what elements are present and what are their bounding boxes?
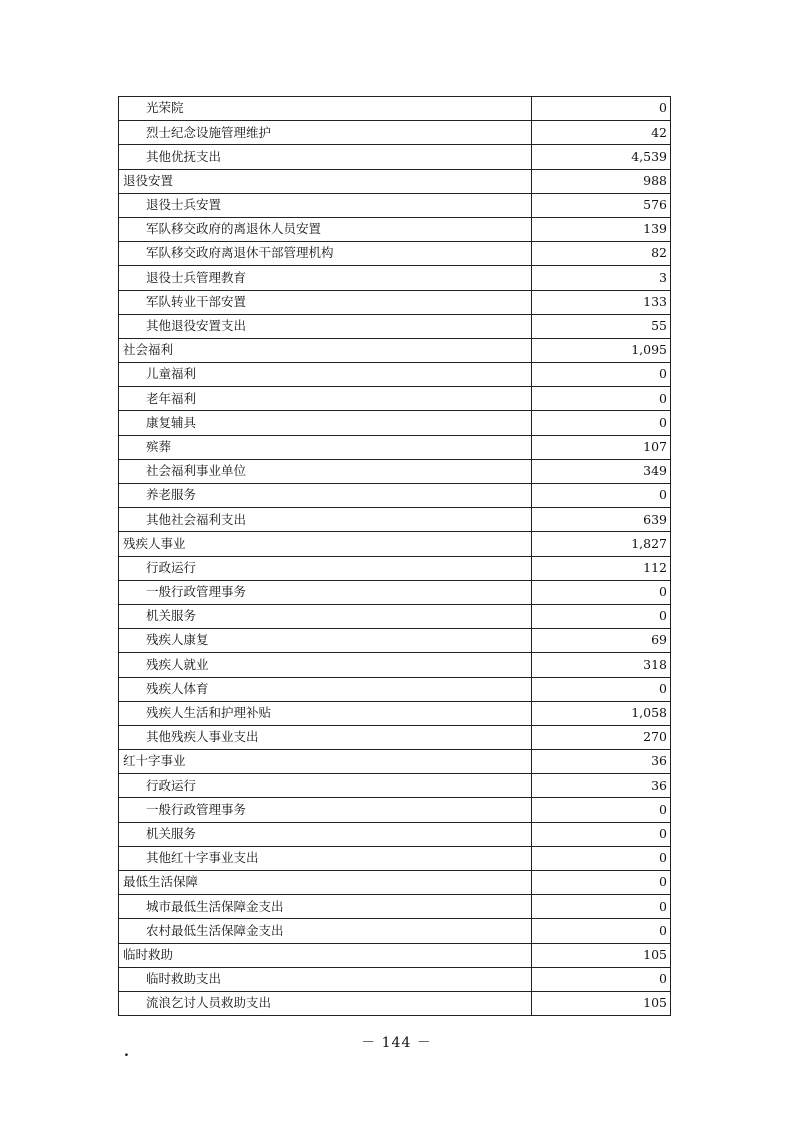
row-name: 退役士兵安置 [119, 193, 532, 217]
row-name: 老年福利 [119, 387, 532, 411]
table-row [119, 145, 671, 169]
table-row [119, 242, 671, 266]
row-name: 军队转业干部安置 [119, 290, 532, 314]
row-value: 1,058 [532, 701, 671, 725]
row-value: 0 [532, 895, 671, 919]
table-row [119, 798, 671, 822]
row-name: 残疾人康复 [119, 629, 532, 653]
row-name: 社会福利事业单位 [119, 459, 532, 483]
table-row [119, 387, 671, 411]
table-row [119, 484, 671, 508]
row-name: 其他残疾人事业支出 [119, 725, 532, 749]
row-name: 一般行政管理事务 [119, 798, 532, 822]
row-value: 36 [532, 750, 671, 774]
row-value: 0 [532, 919, 671, 943]
row-value: 0 [532, 580, 671, 604]
table-row [119, 193, 671, 217]
table-body [119, 97, 671, 1016]
table-row [119, 556, 671, 580]
row-name: 残疾人体育 [119, 677, 532, 701]
row-name: 军队移交政府离退休干部管理机构 [119, 242, 532, 266]
row-value: 270 [532, 725, 671, 749]
row-name: 退役士兵管理教育 [119, 266, 532, 290]
row-value: 36 [532, 774, 671, 798]
table-row [119, 750, 671, 774]
row-value: 0 [532, 363, 671, 387]
row-name: 城市最低生活保障金支出 [119, 895, 532, 919]
row-name: 其他退役安置支出 [119, 314, 532, 338]
row-value: 55 [532, 314, 671, 338]
table-row [119, 580, 671, 604]
row-value: 0 [532, 967, 671, 991]
row-value: 0 [532, 411, 671, 435]
table-row [119, 266, 671, 290]
row-value: 576 [532, 193, 671, 217]
row-value: 0 [532, 604, 671, 628]
table-row [119, 338, 671, 362]
table-row [119, 363, 671, 387]
row-name: 临时救助 [119, 943, 532, 967]
row-value: 4,539 [532, 145, 671, 169]
row-value: 1,827 [532, 532, 671, 556]
row-name: 行政运行 [119, 556, 532, 580]
row-name: 养老服务 [119, 484, 532, 508]
table-row [119, 822, 671, 846]
row-value: 639 [532, 508, 671, 532]
row-value: 0 [532, 822, 671, 846]
row-value: 42 [532, 121, 671, 145]
budget-table [118, 96, 671, 1016]
row-name: 其他社会福利支出 [119, 508, 532, 532]
table-row [119, 435, 671, 459]
row-name: 其他红十字事业支出 [119, 846, 532, 870]
table-row [119, 653, 671, 677]
table-row [119, 290, 671, 314]
row-name: 康复辅具 [119, 411, 532, 435]
table-row [119, 121, 671, 145]
row-value: 0 [532, 484, 671, 508]
row-value: 107 [532, 435, 671, 459]
table-row [119, 895, 671, 919]
row-value: 105 [532, 991, 671, 1015]
row-value: 0 [532, 871, 671, 895]
page-mark: . [124, 1044, 129, 1060]
row-value: 349 [532, 459, 671, 483]
row-name: 光荣院 [119, 97, 532, 121]
row-value: 139 [532, 217, 671, 241]
row-value: 0 [532, 387, 671, 411]
row-name: 残疾人就业 [119, 653, 532, 677]
row-value: 105 [532, 943, 671, 967]
row-name: 残疾人生活和护理补贴 [119, 701, 532, 725]
table-row [119, 967, 671, 991]
table-row [119, 919, 671, 943]
row-value: 133 [532, 290, 671, 314]
table-row [119, 169, 671, 193]
row-name: 残疾人事业 [119, 532, 532, 556]
table-row [119, 217, 671, 241]
table-row [119, 871, 671, 895]
row-name: 儿童福利 [119, 363, 532, 387]
row-value: 82 [532, 242, 671, 266]
row-name: 殡葬 [119, 435, 532, 459]
row-value: 0 [532, 798, 671, 822]
row-value: 0 [532, 97, 671, 121]
table-row [119, 677, 671, 701]
row-name: 其他优抚支出 [119, 145, 532, 169]
table-row [119, 97, 671, 121]
table-row [119, 774, 671, 798]
page-number: － 144 － [361, 1035, 432, 1051]
row-name: 机关服务 [119, 822, 532, 846]
table-row [119, 991, 671, 1015]
table-row [119, 314, 671, 338]
row-name: 烈士纪念设施管理维护 [119, 121, 532, 145]
row-name: 退役安置 [119, 169, 532, 193]
table-row [119, 532, 671, 556]
table-row [119, 459, 671, 483]
table-row [119, 943, 671, 967]
table-row [119, 701, 671, 725]
row-name: 流浪乞讨人员救助支出 [119, 991, 532, 1015]
row-name: 最低生活保障 [119, 871, 532, 895]
row-name: 社会福利 [119, 338, 532, 362]
table-row [119, 629, 671, 653]
table-row [119, 846, 671, 870]
row-name: 红十字事业 [119, 750, 532, 774]
table-row [119, 411, 671, 435]
row-name: 临时救助支出 [119, 967, 532, 991]
row-value: 318 [532, 653, 671, 677]
expenditure-table [118, 96, 671, 1016]
row-name: 军队移交政府的离退休人员安置 [119, 217, 532, 241]
row-value: 988 [532, 169, 671, 193]
row-name: 一般行政管理事务 [119, 580, 532, 604]
table-row [119, 604, 671, 628]
row-value: 0 [532, 677, 671, 701]
row-value: 3 [532, 266, 671, 290]
row-value: 0 [532, 846, 671, 870]
row-value: 69 [532, 629, 671, 653]
table-row [119, 508, 671, 532]
table-row [119, 725, 671, 749]
row-value: 112 [532, 556, 671, 580]
row-name: 农村最低生活保障金支出 [119, 919, 532, 943]
row-name: 机关服务 [119, 604, 532, 628]
row-value: 1,095 [532, 338, 671, 362]
row-name: 行政运行 [119, 774, 532, 798]
